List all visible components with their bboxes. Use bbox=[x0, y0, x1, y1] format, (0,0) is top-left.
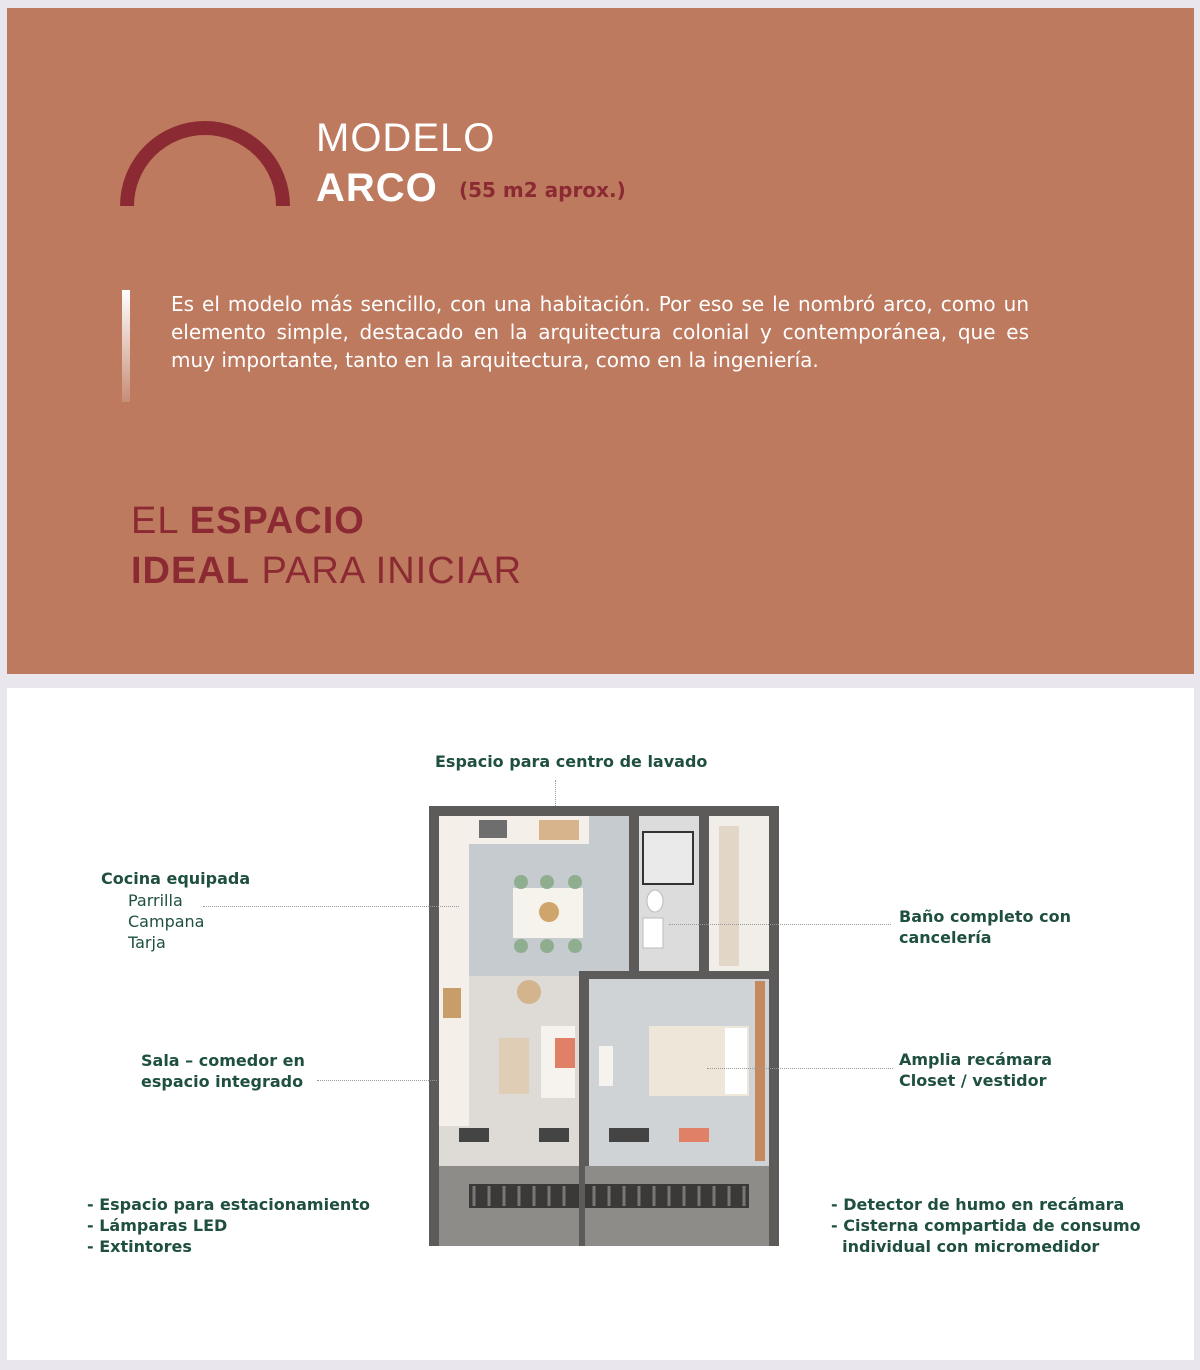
label-kitchen-title: Cocina equipada bbox=[101, 869, 251, 888]
kitchen-feature-list bbox=[128, 890, 204, 953]
kitchen-item: Campana bbox=[128, 912, 205, 931]
leader-bathroom bbox=[669, 924, 891, 925]
label-bedroom: Amplia recámara Closet / vestidor bbox=[899, 1050, 1053, 1090]
tagline bbox=[131, 496, 522, 596]
feature-item: - Cisterna compartida de consumo bbox=[831, 1216, 1141, 1235]
floor-plan-card bbox=[7, 688, 1194, 1360]
feature-item: - Extintores bbox=[87, 1237, 192, 1256]
description-accent-bar bbox=[122, 290, 130, 402]
right-feature-list bbox=[831, 1194, 1141, 1257]
floor-plan-illustration bbox=[429, 806, 779, 1246]
parking-grate bbox=[469, 1184, 749, 1208]
label-laundry: Espacio para centro de lavado bbox=[435, 752, 708, 771]
feature-item: - Lámparas LED bbox=[87, 1216, 228, 1235]
kitchen-item: Parrilla bbox=[128, 891, 183, 910]
feature-item: individual con micromedidor bbox=[831, 1237, 1100, 1256]
model-description: Es el modelo más sencillo, con una habitación. Por eso se le nombró arco, como un elemento simple, destacado en la arquitectura colonial y contemporánea, que es muy importante, tanto en la arquitectura, como en la ingeniería. bbox=[171, 292, 1029, 372]
arch-logo-icon bbox=[119, 118, 291, 208]
leader-bedroom bbox=[707, 1068, 893, 1069]
tagline-line-2: IDEAL PARA INICIAR bbox=[131, 550, 523, 592]
leader-living bbox=[317, 1080, 437, 1081]
label-living-dining: Sala – comedor en espacio integrado bbox=[141, 1051, 305, 1091]
model-name: ARCO bbox=[316, 166, 438, 210]
kitchen-item: Tarja bbox=[128, 933, 166, 952]
model-label: MODELO bbox=[316, 116, 496, 160]
left-feature-list bbox=[87, 1194, 370, 1257]
tagline-line-1: EL ESPACIO bbox=[131, 500, 365, 542]
leader-kitchen bbox=[203, 906, 459, 907]
feature-item: - Detector de humo en recámara bbox=[831, 1195, 1125, 1214]
label-bathroom: Baño completo con cancelería bbox=[899, 907, 1071, 947]
model-area: (55 m2 aprox.) bbox=[459, 178, 626, 202]
feature-item: - Espacio para estacionamiento bbox=[87, 1195, 370, 1214]
model-intro-card bbox=[7, 8, 1194, 674]
